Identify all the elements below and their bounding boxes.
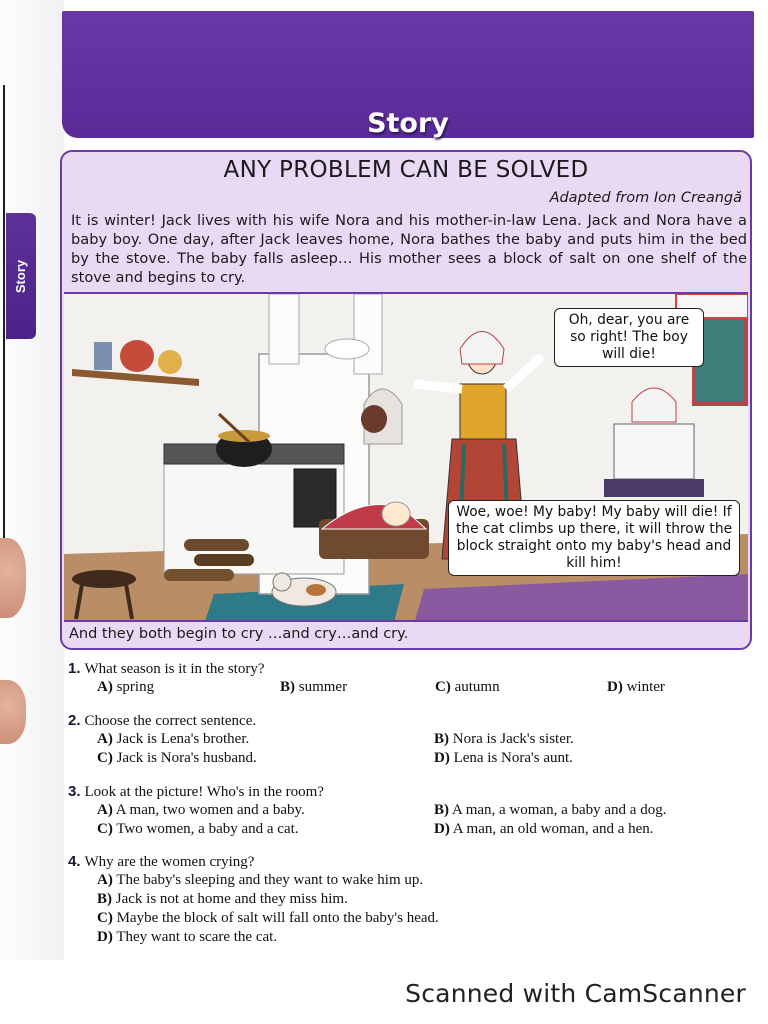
answer-option[interactable]: D) They want to scare the cat. [97, 929, 278, 945]
story-box [60, 150, 752, 650]
story-illustration [64, 292, 748, 622]
answer-option[interactable]: D) winter [607, 679, 665, 695]
answer-option[interactable]: C) Two women, a baby and a cat. [97, 821, 299, 837]
banner-title: Story [367, 108, 449, 139]
answer-option[interactable]: C) autumn [435, 679, 500, 695]
header-banner [62, 11, 754, 138]
question-number: 3. [68, 783, 81, 800]
story-paragraph: It is winter! Jack lives with his wife Nora and his mother-in-law Lena. Jack and Nora have a baby boy. One day, after Jack leaves home, Nora bathes the baby and puts him in the bed by the stove. The baby falls asleep… His mother sees a block of salt on one shelf of the stove and begins to cry. [71, 212, 747, 286]
question-text: Choose the correct sentence. [84, 713, 257, 729]
speech-bubble-nora: Woe, woe! My baby! My baby will die! If the cat climbs up there, it will throw the block straight onto my baby's head and kill him! [448, 500, 740, 576]
answer-option[interactable]: A) The baby's sleeping and they want to wake him up. [97, 872, 424, 888]
page-margin [0, 0, 64, 960]
binding-rule [3, 85, 5, 545]
answer-option[interactable]: D) Lena is Nora's aunt. [434, 750, 573, 766]
answer-option[interactable]: B) Nora is Jack's sister. [434, 731, 574, 747]
answer-option[interactable]: C) Maybe the block of salt will fall onto the baby's head. [97, 910, 439, 926]
story-attribution: Adapted from Ion Creangă [549, 190, 742, 206]
speech-bubble-lena: Oh, dear, you are so right! The boy will die! [554, 308, 704, 367]
story-title: ANY PROBLEM CAN BE SOLVED [223, 157, 589, 183]
question-number: 4. [68, 853, 81, 870]
question-text: Look at the picture! Who's in the room? [84, 784, 324, 800]
question-number: 1. [68, 660, 81, 677]
question-number: 2. [68, 712, 81, 729]
answer-option[interactable]: A) A man, two women and a baby. [97, 802, 305, 818]
answer-option[interactable]: D) A man, an old woman, and a hen. [434, 821, 654, 837]
answer-option[interactable]: A) spring [97, 679, 155, 695]
answer-option[interactable]: B) Jack is not at home and they miss him. [97, 891, 348, 907]
answer-option[interactable]: B) summer [280, 679, 348, 695]
section-tab-label: Story [13, 259, 29, 293]
answer-option[interactable]: B) A man, a woman, a baby and a dog. [434, 802, 667, 818]
answer-option[interactable]: C) Jack is Nora's husband. [97, 750, 257, 766]
section-tab[interactable] [6, 213, 36, 339]
question-text: What season is it in the story? [84, 661, 265, 677]
answer-option[interactable]: A) Jack is Lena's brother. [97, 731, 250, 747]
scanner-watermark: Scanned with CamScanner [405, 979, 746, 1008]
story-caption: And they both begin to cry …and cry…and cry. [69, 626, 409, 642]
question-text: Why are the women crying? [84, 854, 255, 870]
